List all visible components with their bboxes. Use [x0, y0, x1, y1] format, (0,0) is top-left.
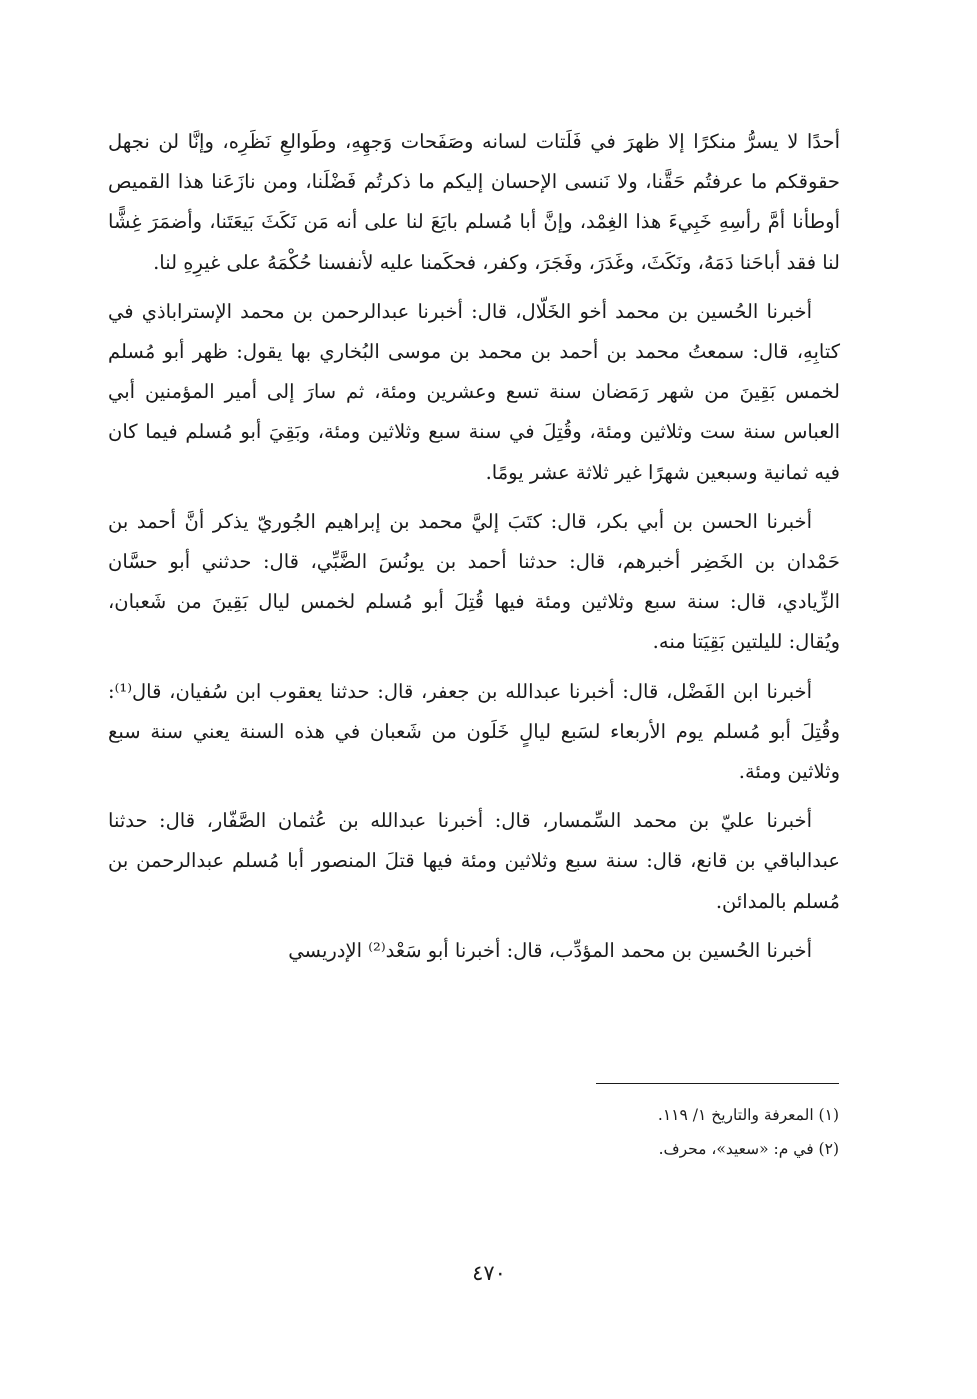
- footnotes: [300, 1098, 839, 1166]
- footnote-divider: [596, 1083, 839, 1084]
- paragraph-3: أخبرنا الحسن بن أبي بكر، قال: كتَبَ إليَّ محمد بن إبراهيم الجُوريّ يذكر أنَّ أحمد بن حَمْدان بن الخَضِر أخبرهم، قال: حدثنا أحمد بن يونُسَ الضَّبِّي، قال: حدثني أبو حسَّان الزِّيادي، قال: سنة سبع وثلاثين ومئة فيها قُتِلَ أبو مُسلم لخمس ليال بَقِينَ من شَعبان، ويُقال: لليلتين بَقِيَتا منه.: [108, 509, 840, 654]
- paragraph-5: أخبرنا عليّ بن محمد السِّمسار، قال: أخبرنا عبدالله بن عُثمان الصَّفّار، قال: حدثنا عبدالباقي بن قانع، قال: سنة سبع وثلاثين ومئة فيها قتلَ المنصور أبا مُسلم عبدالرحمن بن مُسلم بالمدائن.: [108, 809, 840, 913]
- footnote-1: (١) المعرفة والتاريخ ١/ ١١٩.: [657, 1106, 839, 1124]
- paragraph-4: أخبرنا ابن الفَضْل، قال: أخبرنا عبدالله بن جعفر، قال: حدثنا يعقوب ابن سُفيان، قال⁽¹⁾: وقُتِلَ أبو مُسلم يوم الأربعاء لسَبع ليالٍ خَلَون من شَعبان في هذه السنة يعني سنة سبع وثلاثين ومئة.: [108, 679, 840, 784]
- paragraph-6: أخبرنا الحُسين بن محمد المؤدِّب، قال: أخبرنا أبو سَعْد⁽²⁾ الإدريسي: [288, 938, 812, 962]
- footnote-2: (٢) في م: «سعيد»، محرف.: [658, 1140, 839, 1158]
- paragraph-1: أحدًا لا يسرُّ منكرًا إلا ظهرَ في فَلَتات لسانه وصَفَحات وَجهِهِ، وطَوالعِ نَظَرِه، وإنَّا لن نجهل حقوقكم ما عرفتُم حَقَّنا، ولا نَنسى الإحسان إليكم ما ذكرتُم فَضْلَنا، ومن نازَعَنا هذا القميص أوطأنا أمَّ رأسِهِ خَبِيءَ هذا الغِمْد، وإنَّ أبا مُسلم بايَعَ لنا على أنه مَن نَكَثَ بَيعَتَنا، وأضمَرَ غِشًّا لنا فقد أباحَنا دَمَهُ، ونَكَثَ، وغَدَرَ، وفَجَرَ، وكفر، فحكَمنا عليه لأنفسنا حُكْمَهُ على غيرِهِ لنا.: [108, 130, 840, 274]
- page-number: ٤٧٠: [472, 1261, 506, 1285]
- main-text: [108, 122, 840, 971]
- paragraph-2: أخبرنا الحُسين بن محمد أخو الخَلّال، قال: أخبرنا عبدالرحمن بن محمد الإستراباذي في كتابِهِ، قال: سمعتُ محمد بن أحمد بن محمد بن موسى البُخاري بها يقول: ظهر أبو مُسلم لخمس بَقِينَ من شهر رَمَضان سنة تسع وعشرين ومئة، ثم سارَ إلى أمير المؤمنين أبي العباس سنة ست وثلاثين ومئة، وقُتِلَ في سنة سبع وثلاثين ومئة، وبَقِيَ أبو مُسلم فيما كان فيه ثمانية وسبعين شهرًا غير ثلاثة عشر يومًا.: [108, 299, 840, 484]
